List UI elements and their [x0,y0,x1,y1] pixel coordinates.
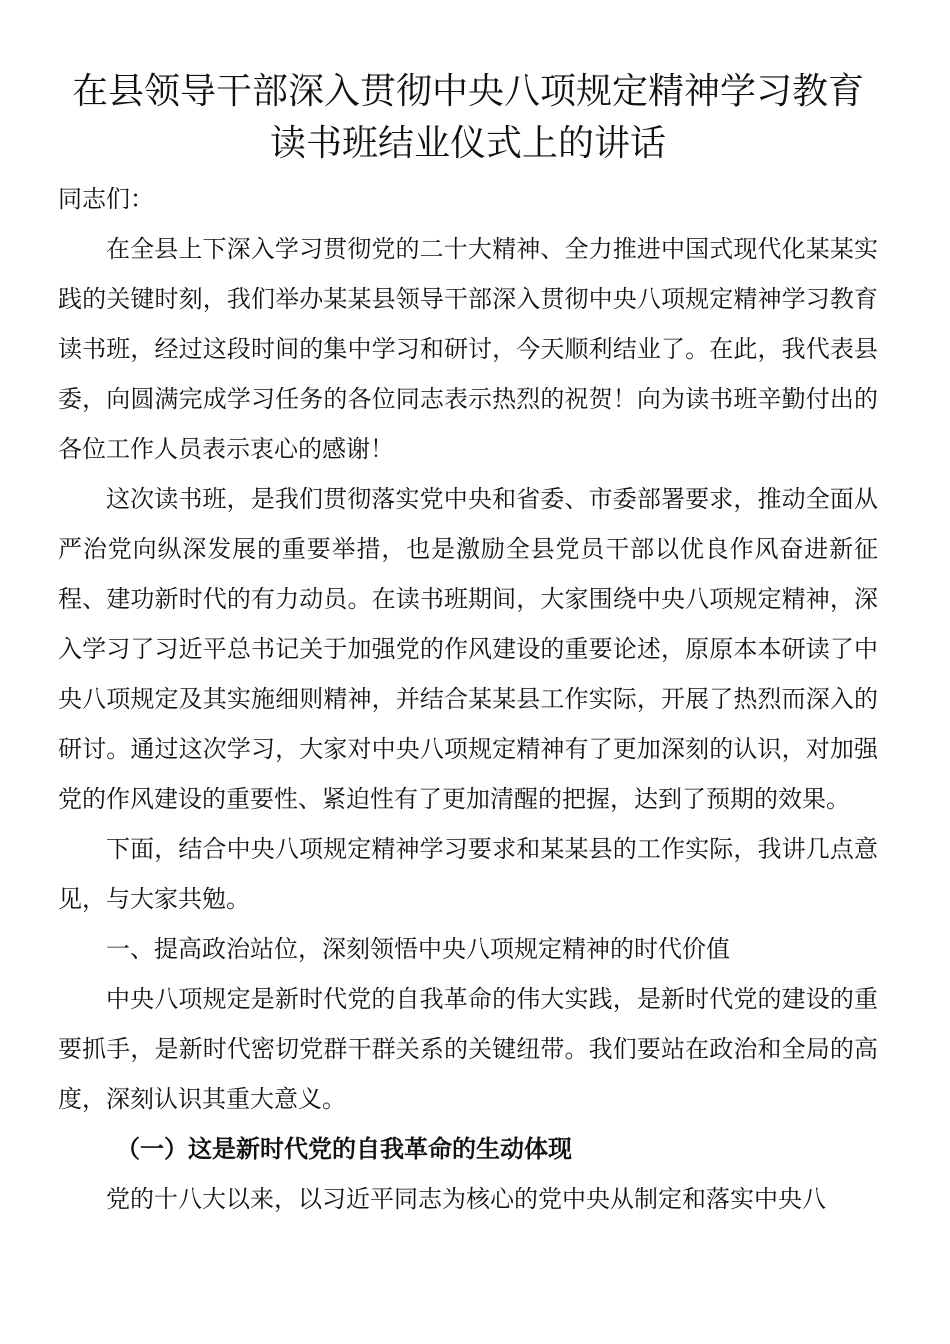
subsection-1-paragraph: 党的十八大以来，以习近平同志为核心的党中央从制定和落实中央八 [106,1185,826,1213]
section-heading-1: 一、提高政治站位，深刻领悟中央八项规定精神的时代价值 [106,935,730,963]
section-1-paragraph: 中央八项规定是新时代党的自我革命的伟大实践，是新时代党的建设的重要抓手，是新时代密切党群干群关系的关键纽带。我们要站在政治和全局的高度，深刻认识其重大意义。 [58,985,878,1113]
paragraph-opening: 在全县上下深入学习贯彻党的二十大精神、全力推进中国式现代化某某实践的关键时刻，我们举办某某县领导干部深入贯彻中央八项规定精神学习教育读书班，经过这段时间的集中学习和研讨，今天顺利结业了。在此，我代表县委，向圆满完成学习任务的各位同志表示热烈的祝贺！向为读书班辛勤付出的各位工作人员表示衷心的感谢！ [58,235,878,463]
document-page [58,66,878,1224]
salutation: 同志们： [58,185,154,213]
paragraph-reading-class: 这次读书班，是我们贯彻落实党中央和省委、市委部署要求，推动全面从严治党向纵深发展的重要举措，也是激励全县党员干部以优良作风奋进新征程、建功新时代的有力动员。在读书班期间，大家围绕中央八项规定精神，深入学习了习近平总书记关于加强党的作风建设的重要论述，原原本本研读了中央八项规定及其实施细则精神，并结合某某县工作实际，开展了热烈而深入的研讨。通过这次学习，大家对中央八项规定精神有了更加深刻的认识，对加强党的作风建设的重要性、紧迫性有了更加清醒的把握，达到了预期的效果。 [58,485,878,813]
document-title: 在县领导干部深入贯彻中央八项规定精神学习教育读书班结业仪式上的讲话 [71,71,864,164]
paragraph-transition: 下面，结合中央八项规定精神学习要求和某某县的工作实际，我讲几点意见，与大家共勉。 [58,835,878,913]
subsection-heading-1: （一）这是新时代党的自我革命的生动体现 [116,1135,572,1163]
